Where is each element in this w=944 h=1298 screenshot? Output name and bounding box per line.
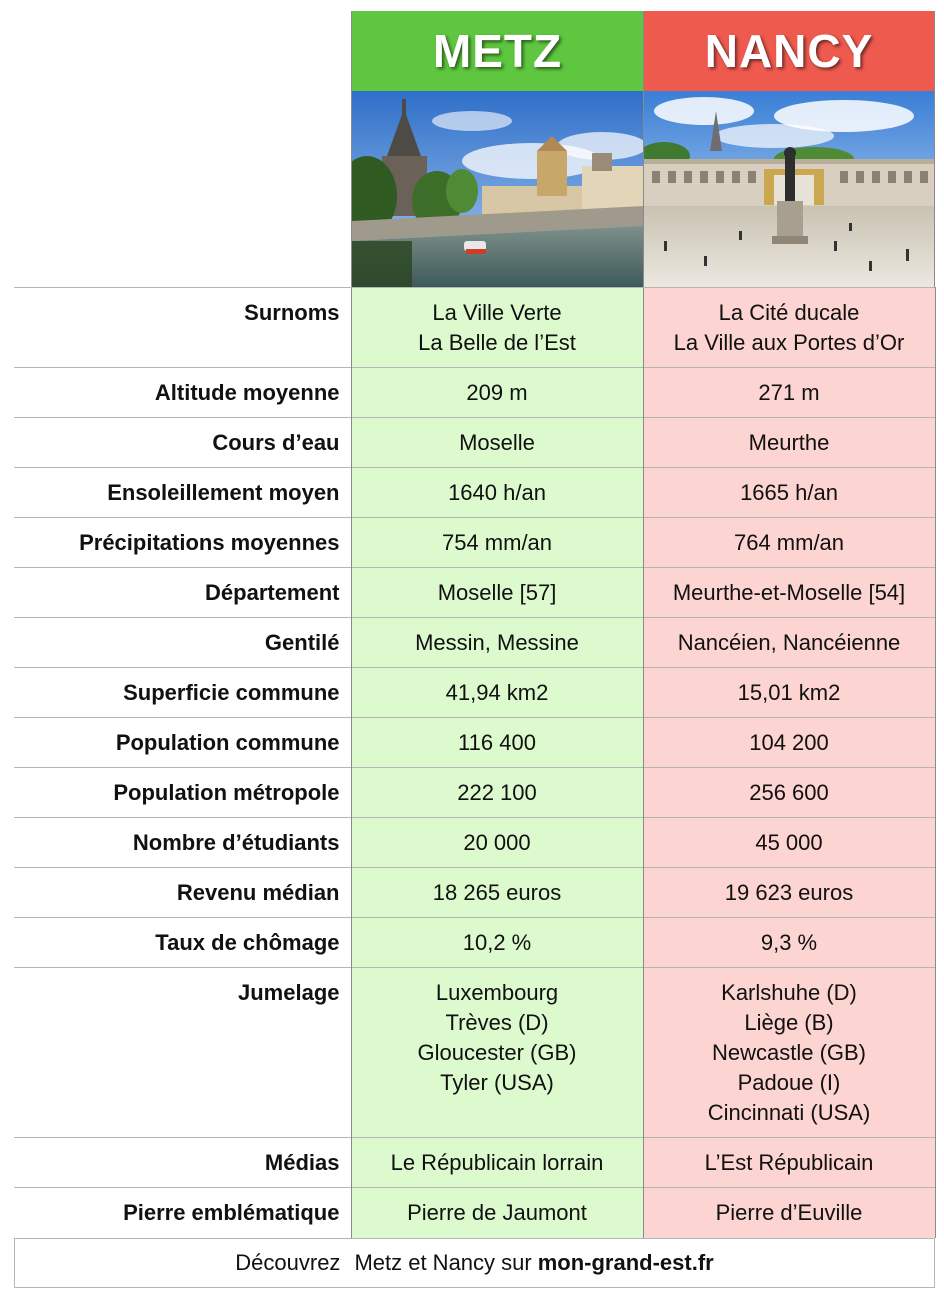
table-row (14, 968, 935, 1138)
metz-value (351, 868, 643, 918)
metz-value-line: Messin, Messine (415, 630, 579, 655)
nancy-value (643, 1188, 935, 1238)
row-label: Précipitations moyennes (14, 518, 351, 568)
table-row (14, 818, 935, 868)
row-label: Superficie commune (14, 668, 351, 718)
metz-value (351, 1138, 643, 1188)
photo-row (14, 91, 935, 287)
metz-value (351, 518, 643, 568)
table-row (14, 1138, 935, 1188)
metz-value-line: La Ville Verte (432, 300, 562, 325)
metz-value-line: Pierre de Jaumont (407, 1200, 587, 1225)
table-row (14, 368, 935, 418)
nancy-value-line: 1665 h/an (740, 480, 838, 505)
metz-title: METZ (351, 11, 643, 91)
table-row (14, 518, 935, 568)
nancy-value-line: 256 600 (749, 780, 829, 805)
nancy-value (643, 568, 935, 618)
row-label: Population métropole (14, 768, 351, 818)
nancy-value (643, 1138, 935, 1188)
metz-value (351, 668, 643, 718)
header-spacer (14, 11, 351, 91)
metz-value (351, 368, 643, 418)
row-label: Ensoleillement moyen (14, 468, 351, 518)
metz-value-line: 754 mm/an (441, 530, 553, 555)
comparison-sheet (14, 11, 935, 1288)
metz-value (351, 568, 643, 618)
nancy-photo (643, 91, 935, 287)
nancy-value (643, 288, 935, 368)
table-row (14, 468, 935, 518)
nancy-value (643, 468, 935, 518)
metz-value (351, 768, 643, 818)
nancy-value-line: Karlshuhe (D) (721, 980, 857, 1005)
nancy-value-line: 19 623 euros (724, 880, 854, 905)
metz-value (351, 968, 643, 1138)
nancy-value-line: 45 000 (755, 830, 823, 855)
nancy-value-line: Cincinnati (USA) (707, 1100, 871, 1125)
row-label: Jumelage (14, 968, 351, 1138)
nancy-value-line: L’Est Républicain (704, 1150, 874, 1175)
metz-value-line: Le Républicain lorrain (390, 1150, 604, 1175)
nancy-value-line: La Cité ducale (718, 300, 860, 325)
metz-value-line: 41,94 km2 (445, 680, 549, 705)
table-row (14, 918, 935, 968)
nancy-value-line: Meurthe-et-Moselle [54] (672, 580, 906, 605)
metz-value-line: Moselle (459, 430, 535, 455)
nancy-value (643, 618, 935, 668)
metz-value-line: Trèves (D) (445, 1010, 549, 1035)
metz-value-line: 209 m (466, 380, 528, 405)
nancy-value (643, 518, 935, 568)
nancy-value-line: La Ville aux Portes d’Or (673, 330, 905, 355)
nancy-value-line: 271 m (758, 380, 820, 405)
nancy-value-line: Liège (B) (744, 1010, 834, 1035)
row-label: Nombre d’étudiants (14, 818, 351, 868)
nancy-value (643, 718, 935, 768)
row-label: Département (14, 568, 351, 618)
metz-value (351, 288, 643, 368)
footer-middle: Metz et Nancy sur (354, 1249, 532, 1275)
nancy-value (643, 918, 935, 968)
row-label: Altitude moyenne (14, 368, 351, 418)
nancy-value-line: 15,01 km2 (737, 680, 841, 705)
nancy-title: NANCY (643, 11, 935, 91)
metz-value (351, 818, 643, 868)
nancy-value-line: Padoue (I) (737, 1070, 841, 1095)
nancy-value (643, 868, 935, 918)
metz-value-line: Gloucester (GB) (417, 1040, 577, 1065)
photo-spacer (14, 91, 351, 287)
nancy-value-line: Nancéien, Nancéienne (677, 630, 901, 655)
metz-value-line: Luxembourg (435, 980, 559, 1005)
nancy-value (643, 768, 935, 818)
table-row (14, 568, 935, 618)
metz-value-line: 116 400 (458, 730, 536, 755)
metz-value (351, 918, 643, 968)
metz-value-line: 18 265 euros (432, 880, 562, 905)
row-label: Surnoms (14, 288, 351, 368)
metz-value-line: 1640 h/an (448, 480, 546, 505)
row-label: Pierre emblématique (14, 1188, 351, 1238)
metz-photo (351, 91, 643, 287)
table-row (14, 618, 935, 668)
table-row (14, 868, 935, 918)
table-row (14, 288, 935, 368)
table-row (14, 718, 935, 768)
nancy-value (643, 818, 935, 868)
footer (14, 1238, 935, 1288)
metz-value (351, 468, 643, 518)
metz-value (351, 618, 643, 668)
row-label: Médias (14, 1138, 351, 1188)
metz-value (351, 718, 643, 768)
nancy-value (643, 368, 935, 418)
table-row (14, 1188, 935, 1238)
nancy-value-line: Meurthe (748, 430, 830, 455)
nancy-value (643, 668, 935, 718)
footer-prefix: Découvrez (235, 1249, 341, 1275)
row-label: Population commune (14, 718, 351, 768)
row-label: Gentilé (14, 618, 351, 668)
nancy-value-line: Pierre d’Euville (715, 1200, 863, 1225)
row-label: Taux de chômage (14, 918, 351, 968)
table-row (14, 668, 935, 718)
comparison-table (14, 287, 936, 1238)
nancy-value-line: Newcastle (GB) (711, 1040, 867, 1065)
metz-value-line: 10,2 % (462, 930, 532, 955)
metz-value-line: 222 100 (457, 780, 537, 805)
table-row (14, 418, 935, 468)
nancy-value (643, 968, 935, 1138)
nancy-value (643, 418, 935, 468)
metz-value-line: La Belle de l’Est (418, 330, 576, 355)
footer-site-link[interactable]: mon-grand-est.fr (537, 1249, 714, 1275)
nancy-value-line: 104 200 (749, 730, 829, 755)
metz-value (351, 1188, 643, 1238)
metz-value-line: 20 000 (463, 830, 531, 855)
row-label: Cours d’eau (14, 418, 351, 468)
metz-value-line: Tyler (USA) (440, 1070, 554, 1095)
nancy-value-line: 764 mm/an (733, 530, 845, 555)
row-label: Revenu médian (14, 868, 351, 918)
table-row (14, 768, 935, 818)
nancy-value-line: 9,3 % (760, 930, 818, 955)
metz-value (351, 418, 643, 468)
metz-value-line: Moselle [57] (437, 580, 557, 605)
header-row (14, 11, 935, 91)
